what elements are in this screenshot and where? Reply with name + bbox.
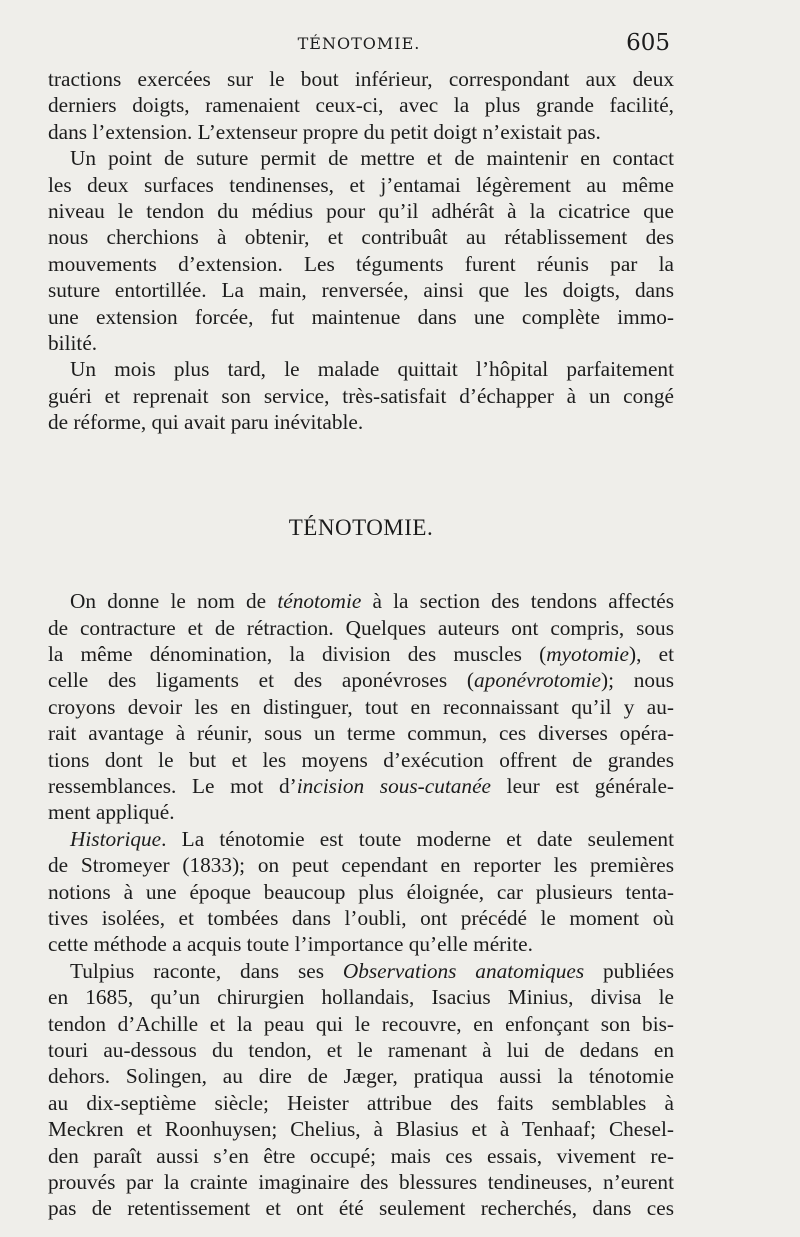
text-line: ment appliqué. bbox=[48, 800, 175, 825]
page-number: 605 bbox=[626, 30, 670, 56]
text-line: de contracture et de rétraction. Quelques auteurs ont compris, sous bbox=[48, 615, 674, 640]
italic-term: incision sous-cutanée bbox=[296, 773, 491, 798]
running-title: TÉNOTOMIE. bbox=[297, 34, 421, 53]
paragraph-suture bbox=[48, 145, 674, 356]
paragraph-definition bbox=[48, 588, 674, 826]
section-heading: TÉNOTOMIE. bbox=[288, 514, 434, 540]
text-line: dehors. Solingen, au dire de Jæger, pratiqua aussi la ténotomie bbox=[48, 1064, 674, 1089]
italic-term: myotomie bbox=[546, 641, 630, 666]
text-line: bilité. bbox=[48, 331, 98, 356]
text-line: prouvés par la crainte imaginaire des blessures tendineuses, n’eurent bbox=[48, 1170, 674, 1195]
text-line: Meckren et Roonhuysen; Chelius, à Blasius et à Tenhaaf; Chesel- bbox=[48, 1117, 674, 1142]
running-head bbox=[48, 30, 670, 62]
text-line: les deux surfaces tendinenses, et j’entamai légèrement au même bbox=[48, 172, 674, 197]
text-line: Tulpius raconte, dans ses Observations anatomiques publiées bbox=[70, 958, 674, 983]
text-line: croyons devoir les en distinguer, tout en reconnaissant qu’il y au- bbox=[48, 694, 674, 719]
paragraph-historique bbox=[48, 826, 674, 958]
text-line: tions dont le but et les moyens d’exécution offrent de grandes bbox=[48, 747, 674, 772]
paragraph-tulpius bbox=[48, 958, 674, 1222]
text-line: tractions exercées sur le bout inférieur, correspondant aux deux bbox=[48, 67, 674, 91]
italic-term: ténotomie bbox=[277, 589, 362, 614]
text-line: la même dénomination, la division des muscles (myotomie), et bbox=[48, 641, 674, 666]
italic-term: Observations anatomiques bbox=[342, 958, 585, 983]
paragraph-outcome bbox=[48, 356, 674, 435]
text-line: pas de retentissement et ont été seulement recherchés, dans ces bbox=[48, 1196, 674, 1221]
text-line: dans l’extension. L’extenseur propre du petit doigt n’existait pas. bbox=[48, 119, 601, 144]
text-line: tendon d’Achille et la peau qui le recouvre, en enfonçant son bis- bbox=[48, 1011, 674, 1036]
text-line: den paraît aussi s’en être occupé; mais ces essais, vivement re- bbox=[48, 1143, 674, 1168]
text-line: ressemblances. Le mot d’incision sous-cutanée leur est générale- bbox=[48, 773, 674, 798]
text-line: derniers doigts, ramenaient ceux-ci, avec la plus grande facilité, bbox=[48, 93, 674, 118]
text-line: Historique. La ténotomie est toute moderne et date seulement bbox=[70, 826, 674, 851]
text-line: celle des ligaments et des aponévroses (aponévrotomie); nous bbox=[48, 668, 674, 693]
text-line: une extension forcée, fut maintenue dans une complète immo- bbox=[48, 304, 674, 329]
text-line: cette méthode a acquis toute l’importance qu’elle mérite. bbox=[48, 932, 533, 957]
text-line: Un mois plus tard, le malade quittait l’hôpital parfaitement bbox=[70, 357, 674, 382]
italic-term: Historique bbox=[70, 826, 162, 851]
body-text bbox=[48, 66, 674, 1222]
text-line: niveau le tendon du médius pour qu’il adhérât à la cicatrice que bbox=[48, 199, 674, 224]
text-line: en 1685, qu’un chirurgien hollandais, Isacius Minius, divisa le bbox=[48, 985, 674, 1010]
text-line: nous cherchions à obtenir, et contribuât au rétablissement des bbox=[48, 225, 674, 250]
paragraph-continuation bbox=[48, 66, 674, 145]
text-line: Un point de suture permit de mettre et de maintenir en contact bbox=[70, 146, 674, 171]
italic-term: aponévrotomie bbox=[474, 668, 601, 693]
text-line: rait avantage à réunir, sous un terme commun, ces diverses opéra- bbox=[48, 721, 674, 746]
text-line: touri au-dessous du tendon, et le ramenant à lui de dedans en bbox=[48, 1038, 674, 1062]
text-line: de Stromeyer (1833); on peut cependant en reporter les premières bbox=[48, 853, 674, 878]
text-line: On donne le nom de ténotomie à la section des tendons affectés bbox=[70, 589, 675, 614]
text-line: au dix-septième siècle; Heister attribue des faits semblables à bbox=[48, 1090, 674, 1115]
text-line: de réforme, qui avait paru inévitable. bbox=[48, 410, 364, 435]
text-line: guéri et reprenait son service, très-satisfait d’échapper à un congé bbox=[48, 383, 674, 408]
text-line: tives isolées, et tombées dans l’oubli, ont précédé le moment où bbox=[48, 905, 674, 930]
text-line: suture entortillée. La main, renversée, ainsi que les doigts, dans bbox=[48, 278, 674, 303]
text-line: notions à une époque beaucoup plus éloignée, car plusieurs tenta- bbox=[48, 879, 674, 904]
text-line: mouvements d’extension. Les téguments furent réunis par la bbox=[48, 251, 674, 276]
